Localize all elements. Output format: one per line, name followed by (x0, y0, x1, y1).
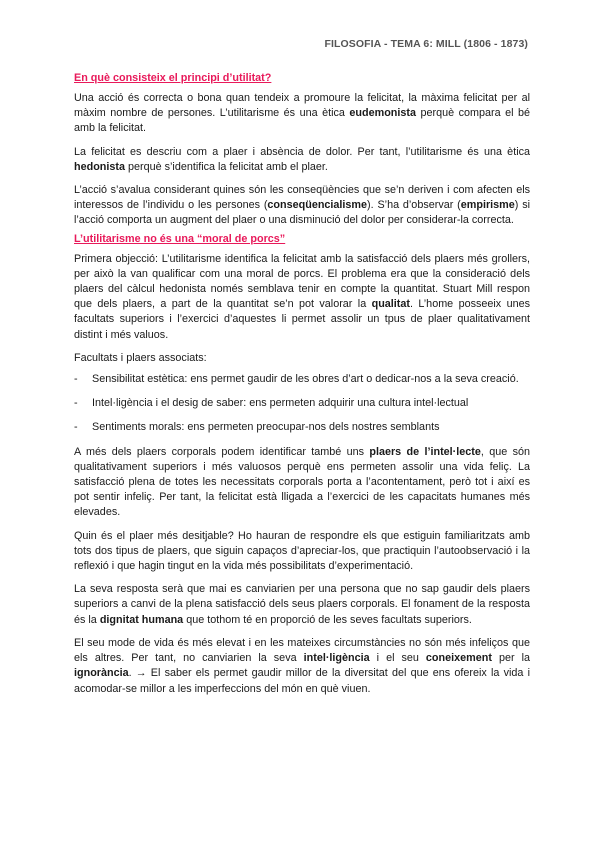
page-header: FILOSOFIA - TEMA 6: MILL (1806 - 1873) (324, 38, 528, 50)
paragraph-first-objection: Primera objecció: L’utilitarisme identifica la felicitat amb la satisfacció dels plaers més grollers, per això la van qualificar com una moral de porcs. El problema era que la consideració dels plaers del càlcul hedonista només semblava tenir en compte la quantitat. Stuart Mill respon que dels plaers, a part de la quantitat se’n pot valorar la qualitat. L’home posseeix unes facultats superiors i l’exercici d’aquestes li permet assolir un tpus de plaer qualitativament distint i més valuos. (74, 252, 530, 341)
term-hedonista: hedonista (74, 160, 125, 173)
list-item: - Sensibilitat estètica: ens permet gaudir de les obres d’art o dedicar-nos a la seva creació. (74, 373, 519, 386)
faculties-list (74, 372, 530, 436)
section-heading-principle: En què consisteix el principi d’utilitat? (74, 72, 272, 84)
term-consequencialisme: conseqüencialisme (267, 199, 368, 212)
paragraph-consequentialism: L’acció s’avalua considerant quines són les conseqüències que se’n deriven i com afecten els interessos de l’individu o les persones (conseqüencialisme). S’ha d’observar (empirisme) si l’acció comporta un augment del plaer o una disminució del dolor per considerar-la correcta. (74, 184, 530, 227)
paragraph-intellect-pleasures: A més dels plaers corporals podem identificar també uns plaers de l’intel·lecte, que són qualitativament superiors i més valuosos perquè ens permeten assolir una vida feliç. La satisfacció plena de totes les necessitats corporals porta a l’acontentament, però tot i així es pot sentir infeliç. Per tant, la felicitat està lligada a l’exercici de les capacitats humanes més elevades. (74, 445, 531, 519)
term-eudemonista: eudemonista (349, 107, 416, 120)
term-ignorancia: ignorància (74, 667, 129, 680)
section-heading-pig-morality: L’utilitarisme no és una “moral de porcs” (74, 232, 286, 245)
list-item: - Sentiments morals: ens permeten preocupar-nos dels nostres semblants (74, 421, 440, 434)
term-coneixement: coneixement (425, 652, 492, 665)
term-qualitat: qualitat (371, 298, 410, 311)
term-plaers-intellecte: plaers de l’intel·lecte (369, 445, 481, 458)
term-empirisme: empirisme (460, 199, 515, 212)
paragraph-way-of-life: El seu mode de vida és més elevat i en les mateixes circumstàncies no són més infeliços que els altres. Per tant, no canviarien la seva intel·ligència i el seu coneixement per la ignorància. → El saber els permet gaudir millor de la diversitat del que ens ofereix la vida i acomodar-se millor a les imperfeccions del món en què viuen. (74, 636, 530, 695)
document-body (74, 71, 530, 705)
list-item: - Intel·ligència i el desig de saber: ens permeten adquirir una cultura intel·lectual (74, 397, 469, 410)
term-intelligencia: intel·ligència (303, 652, 370, 665)
term-dignitat-humana: dignitat humana (99, 613, 184, 626)
paragraph-hedonist: La felicitat es descriu com a plaer i absència de dolor. Per tant, l’utilitarisme és una ètica hedonista perquè s’identifica la felicitat amb el plaer. (74, 145, 530, 173)
paragraph-desirable-pleasure: Quin és el plaer més desitjable? Ho hauran de respondre els que estiguin familiaritzats amb tots dos tipus de plaers, que siguin capaços d’apreciar-los, que practiquin l’autoobservació i la reflexió i que hagin tingut en la vida més possibilitats d’experimentació. (74, 529, 530, 573)
list-intro: Facultats i plaers associats: (74, 351, 207, 364)
paragraph-human-dignity: La seva resposta serà que mai es canviarien per una persona que no sap gaudir dels plaers superiors a canvi de la plena satisfacció dels seus plaers corporals. El fonament de la resposta és la dignitat humana que tothom té en proporció de les seves facultats superiors. (74, 583, 530, 626)
paragraph-eudemonist: Una acció és correcta o bona quan tendeix a promoure la felicitat, la màxima felicitat per al màxim nombre de persones. L’utilitarisme és una ètica eudemonista perquè compara el bé amb la felicitat. (74, 92, 531, 135)
